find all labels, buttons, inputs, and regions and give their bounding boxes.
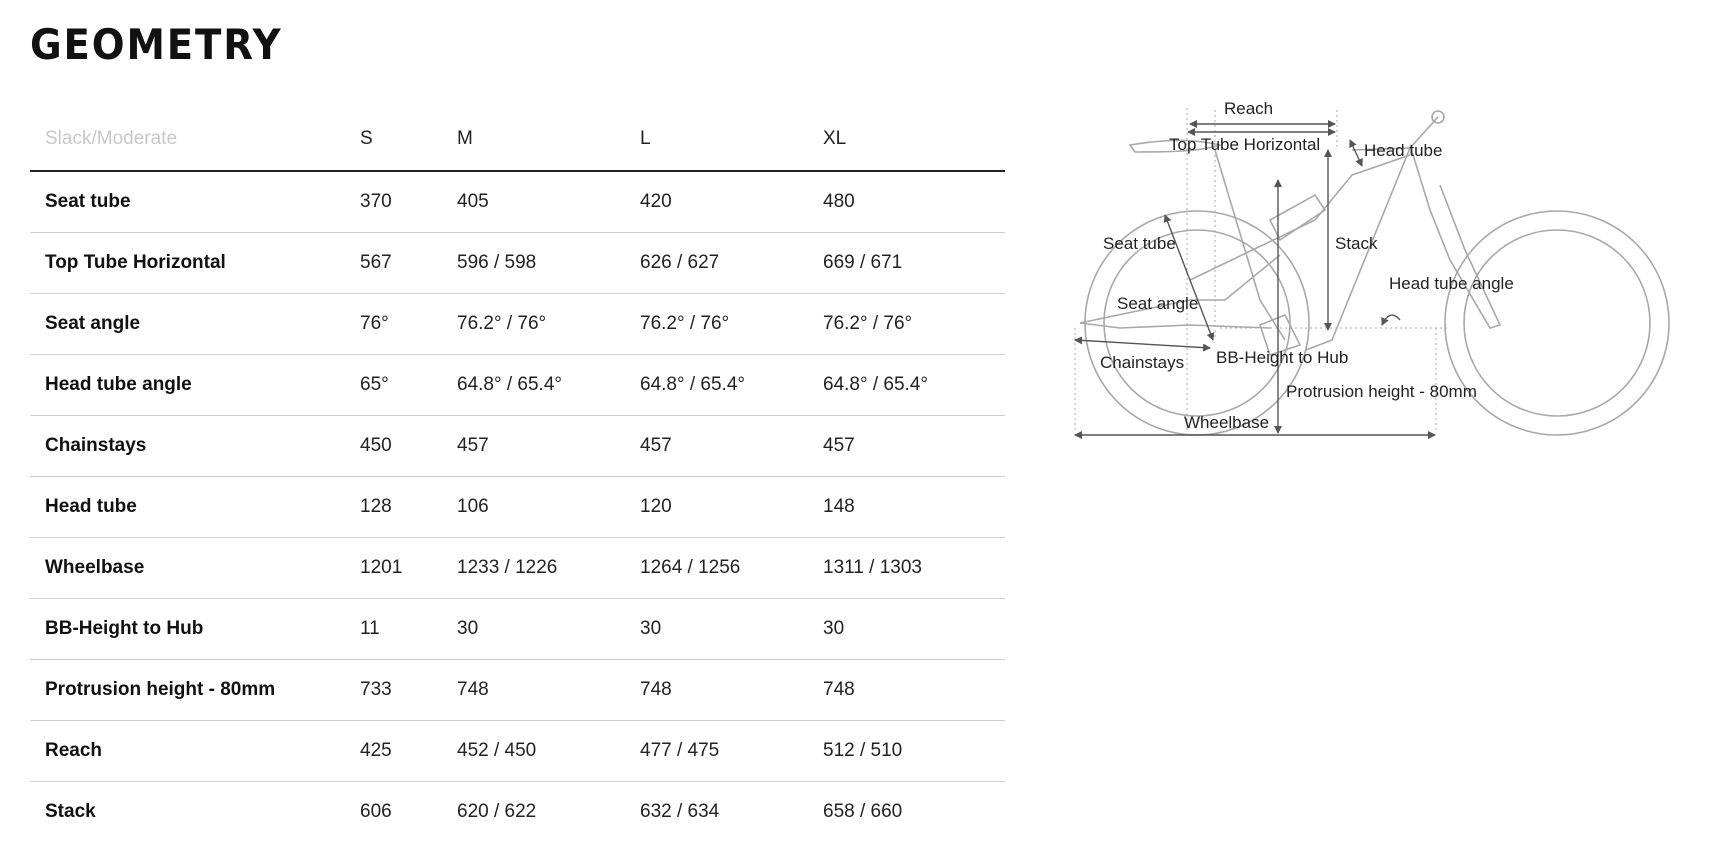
row-label: Seat angle	[30, 294, 360, 355]
cell-l: 477 / 475	[640, 721, 823, 782]
row-label: Stack	[45, 801, 96, 822]
table-row	[30, 294, 1005, 355]
label-head-tube: Head tube	[1364, 141, 1443, 160]
row-label: Protrusion height - 80mm	[30, 660, 360, 721]
label-chainstays: Chainstays	[1100, 353, 1185, 372]
cell-m: 106	[457, 477, 640, 538]
chain-stay	[1080, 323, 1270, 328]
cell-xl: 148	[823, 477, 1005, 538]
cell-m: 30	[457, 599, 640, 660]
page-title: GEOMETRY	[30, 20, 283, 69]
label-seat-angle: Seat angle	[1117, 294, 1199, 313]
cell-s: 733	[360, 660, 457, 721]
geometry-table	[30, 108, 1005, 842]
size-header-s: S	[360, 108, 457, 171]
table-row	[30, 721, 1005, 782]
cell-xl: 748	[823, 660, 1005, 721]
cell-m: 405	[457, 171, 640, 233]
diagram-labels	[1100, 100, 1514, 432]
cell-m: 76.2° / 76°	[457, 294, 640, 355]
cell-l: 457	[640, 416, 823, 477]
row-label: Seat tube	[30, 171, 360, 233]
variant-header: Slack/Moderate	[30, 108, 360, 171]
table-row	[30, 477, 1005, 538]
cell-l: 1264 / 1256	[640, 538, 823, 599]
cell-m: 64.8° / 65.4°	[457, 355, 640, 416]
cell-xl: 480	[823, 171, 1005, 233]
cell-l: 64.8° / 65.4°	[640, 355, 823, 416]
row-label: Wheelbase	[30, 538, 360, 599]
bike-geometry-diagram	[1070, 100, 1730, 500]
label-protrusion-height: Protrusion height - 80mm	[1286, 382, 1477, 401]
front-wheel	[1445, 211, 1669, 435]
cell-xl: 669 / 671	[823, 233, 1005, 294]
table-row	[30, 171, 1005, 233]
cell-l: 420	[640, 171, 823, 233]
size-header-m: M	[457, 108, 640, 171]
cell-s: 425	[360, 721, 457, 782]
cell-s: 370	[360, 171, 457, 233]
cell-s: 65°	[360, 355, 457, 416]
row-label: Head tube angle	[30, 355, 360, 416]
label-reach: Reach	[1224, 100, 1274, 118]
row-label: Top Tube Horizontal	[30, 233, 360, 294]
size-header-xl: XL	[823, 108, 1005, 171]
cell-s: 11	[360, 599, 457, 660]
cell-s: 606	[360, 801, 392, 822]
cell-s: 76°	[360, 294, 457, 355]
cell-xl: 1311 / 1303	[823, 538, 1005, 599]
cell-xl: 76.2° / 76°	[823, 294, 1005, 355]
front-rim	[1464, 230, 1650, 416]
table-header-row	[30, 108, 1005, 171]
cell-m: 596 / 598	[457, 233, 640, 294]
row-label: BB-Height to Hub	[30, 599, 360, 660]
cell-l: 76.2° / 76°	[640, 294, 823, 355]
rear-rim	[1104, 230, 1290, 416]
cell-xl: 457	[823, 416, 1005, 477]
cell-m: 748	[457, 660, 640, 721]
cell-xl: 30	[823, 599, 1005, 660]
label-wheelbase: Wheelbase	[1184, 413, 1270, 432]
label-seat-tube: Seat tube	[1103, 234, 1176, 253]
size-header-l: L	[640, 108, 823, 171]
seat-tube	[1215, 150, 1285, 340]
cell-m: 457	[457, 416, 640, 477]
table-row	[30, 660, 1005, 721]
cell-s: 450	[360, 416, 457, 477]
cell-xl: 658 / 660	[823, 801, 903, 822]
row-label: Chainstays	[30, 416, 360, 477]
label-bb-height-to-hub: BB-Height to Hub	[1216, 348, 1349, 367]
cell-s: 1201	[360, 538, 457, 599]
row-label: Reach	[30, 721, 360, 782]
table-row	[30, 355, 1005, 416]
cell-m: 1233 / 1226	[457, 538, 640, 599]
cell-xl: 64.8° / 65.4°	[823, 355, 1005, 416]
cell-l: 626 / 627	[640, 233, 823, 294]
cell-xl: 512 / 510	[823, 721, 1005, 782]
cell-m: 620 / 622	[457, 801, 537, 822]
chainstays-arrow	[1075, 340, 1210, 348]
cell-l: 30	[640, 599, 823, 660]
cell-l: 632 / 634	[640, 801, 720, 822]
table-row	[30, 416, 1005, 477]
cell-l: 748	[640, 660, 823, 721]
cell-m: 452 / 450	[457, 721, 640, 782]
cell-s: 567	[360, 233, 457, 294]
head-tube-angle-arrow	[1382, 315, 1400, 325]
top-tube	[1190, 155, 1410, 280]
cell-s: 128	[360, 477, 457, 538]
row-label: Head tube	[30, 477, 360, 538]
table-row	[30, 782, 1005, 843]
table-row	[30, 599, 1005, 660]
label-head-tube-angle: Head tube angle	[1389, 274, 1514, 293]
cell-l: 120	[640, 477, 823, 538]
table-row	[30, 233, 1005, 294]
label-stack: Stack	[1335, 234, 1378, 253]
head-tube-arrow	[1350, 140, 1362, 166]
label-top-tube-horizontal: Top Tube Horizontal	[1169, 135, 1321, 154]
table-row	[30, 538, 1005, 599]
